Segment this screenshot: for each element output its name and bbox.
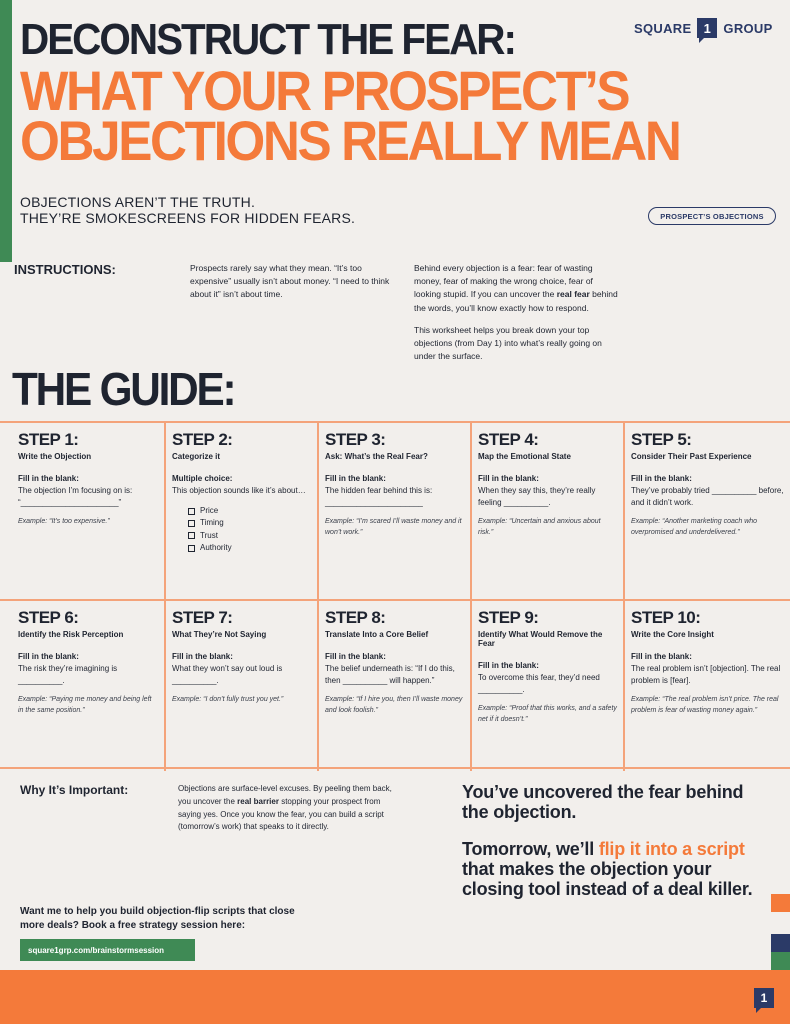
step-prompt-type: Multiple choice: xyxy=(172,473,233,483)
step-card xyxy=(625,601,790,771)
step-subtitle: Consider Their Past Experience xyxy=(631,451,752,461)
brand-logo xyxy=(634,18,773,38)
step-number: STEP 7: xyxy=(172,608,233,627)
step-example: Example: “Paying me money and being left in the same position.” xyxy=(18,695,152,714)
step-example: Example: “The real problem isn’t price. The real problem is fear of wasting money again.” xyxy=(631,695,779,714)
step-prompt: This objection sounds like it’s about… xyxy=(172,485,306,495)
step-number: STEP 8: xyxy=(325,608,386,627)
step-prompt-type: Fill in the blank: xyxy=(478,473,539,483)
step-number: STEP 5: xyxy=(631,430,692,449)
step-prompt-type: Fill in the blank: xyxy=(325,651,386,661)
step-subtitle: Identify the Risk Perception xyxy=(18,629,124,639)
brand-square-icon: 1 xyxy=(697,18,717,38)
step-card xyxy=(319,423,472,601)
step-subtitle: What They’re Not Saying xyxy=(172,629,267,639)
option-timing[interactable]: Timing xyxy=(188,517,311,529)
step-example: Example: “It’s too expensive.” xyxy=(18,517,110,525)
step-card xyxy=(472,601,625,771)
orange-swatch xyxy=(771,894,790,912)
brand-right: GROUP xyxy=(723,20,773,36)
step-example: Example: “Uncertain and anxious about risk.” xyxy=(478,517,601,536)
option-authority[interactable]: Authority xyxy=(188,542,311,554)
checkbox-icon[interactable] xyxy=(188,508,195,515)
step-card xyxy=(319,601,472,771)
step-subtitle: Ask: What’s the Real Fear? xyxy=(325,451,428,461)
why-important-text: Objections are surface-level excuses. By peeling them back, you uncover the real barrier stopping your prospect from saying yes. Once you know the fear, you can build a script (tomorrow’s work) that speaks to it directly. xyxy=(178,784,392,832)
step-prompt-type: Fill in the blank: xyxy=(18,473,79,483)
real-barrier-highlight: real barrier xyxy=(237,796,279,806)
step-number: STEP 3: xyxy=(325,430,386,449)
step-subtitle: Write the Objection xyxy=(18,451,92,461)
step-example: Example: “I’m scared I’ll waste money and it won’t work.” xyxy=(325,517,462,536)
step-prompt: The real problem isn’t [objection]. The real problem is [fear]. xyxy=(631,663,781,685)
instructions-paragraph-1: Behind every objection is a fear: fear of wasting money, fear of making the wrong choice, fear of looking stupid. If you can uncover the real fear behind the words, you’ll know exactly how to respond. xyxy=(414,263,618,313)
step-prompt: When they say this, they’re really feeling __________. xyxy=(478,485,596,507)
tomorrow-teaser: Tomorrow, we’ll flip it into a script that makes the objection your closing tool instead of a deal killer. xyxy=(462,839,753,899)
cta-text: Want me to help you build objection-flip scripts that close more deals? Book a free strategy session here: xyxy=(20,906,295,931)
subtitle-line-2: THEY’RE SMOKESCREENS FOR HIDDEN FEARS. xyxy=(20,210,356,227)
step-prompt-type: Fill in the blank: xyxy=(172,651,233,661)
page-title: DECONSTRUCT THE FEAR: xyxy=(20,15,515,64)
step-example: Example: “I don’t fully trust you yet.” xyxy=(172,695,284,703)
checkbox-icon[interactable] xyxy=(188,532,195,539)
category-options xyxy=(188,505,311,555)
step-subtitle: Identify What Would Remove the Fear xyxy=(478,629,603,648)
guide-title: THE GUIDE: xyxy=(12,363,235,415)
page-subtitle xyxy=(20,194,355,226)
step-number: STEP 4: xyxy=(478,430,539,449)
step-prompt: The hidden fear behind this is: ______________________ xyxy=(325,485,433,507)
booking-link-button[interactable]: square1grp.com/brainstormsession xyxy=(20,939,195,961)
step-number: STEP 6: xyxy=(18,608,79,627)
step-prompt: The objection I’m focusing on is: “______________________” xyxy=(18,485,133,507)
closing-statement: You’ve uncovered the fear behind the objection. xyxy=(462,782,744,822)
step-subtitle: Categorize it xyxy=(172,451,221,461)
checkbox-icon[interactable] xyxy=(188,520,195,527)
flip-script-highlight: flip it into a script xyxy=(598,839,745,859)
section-tag: PROSPECT’S OBJECTIONS xyxy=(648,207,776,225)
step-example: Example: “Proof that this works, and a safety net if it doesn’t.” xyxy=(478,705,617,723)
subtitle-line-1: OBJECTIONS AREN’T THE TRUTH. xyxy=(20,194,256,210)
step-card xyxy=(472,423,625,601)
step-prompt: They’ve probably tried __________ before, and it didn’t work. xyxy=(631,485,784,507)
step-subtitle: Write the Core Insight xyxy=(631,629,714,639)
step-card xyxy=(166,423,319,601)
step-card xyxy=(0,601,166,771)
step-prompt-type: Fill in the blank: xyxy=(631,651,692,661)
steps-grid xyxy=(0,421,790,769)
step-prompt-type: Fill in the blank: xyxy=(325,473,386,483)
step-prompt-type: Fill in the blank: xyxy=(18,651,79,661)
green-swatch xyxy=(771,952,790,970)
checkbox-icon[interactable] xyxy=(188,545,195,552)
instructions-label: INSTRUCTIONS: xyxy=(14,262,116,277)
step-number: STEP 1: xyxy=(18,430,79,449)
step-number: STEP 9: xyxy=(478,608,539,627)
real-fear-highlight: real fear xyxy=(556,289,590,300)
page-headline: WHAT YOUR PROSPECT’S OBJECTIONS REALLY MEAN xyxy=(20,59,680,173)
step-example: Example: “If I hire you, then I’ll waste money and look foolish.” xyxy=(325,695,463,714)
step-card xyxy=(0,423,166,601)
step-prompt-type: Fill in the blank: xyxy=(478,661,539,671)
instructions-column-2 xyxy=(414,262,619,363)
step-prompt: What they won’t say out loud is __________. xyxy=(172,663,283,685)
step-card xyxy=(625,423,790,601)
step-prompt-type: Fill in the blank: xyxy=(631,473,692,483)
footer-band xyxy=(0,970,790,1024)
step-number: STEP 2: xyxy=(172,430,233,449)
step-prompt: To overcome this fear, they’d need __________. xyxy=(478,673,600,695)
step-subtitle: Map the Emotional State xyxy=(478,451,571,461)
option-price[interactable]: Price xyxy=(188,505,311,517)
option-trust[interactable]: Trust xyxy=(188,530,311,542)
green-accent-bar xyxy=(0,0,12,262)
footer-logo-icon: 1 xyxy=(754,988,774,1008)
navy-swatch xyxy=(771,934,790,952)
step-card xyxy=(166,601,319,771)
step-example: Example: “Another marketing coach who overpromised and underdelivered.” xyxy=(631,517,758,536)
brand-left: SQUARE xyxy=(634,20,692,36)
instructions-paragraph-2: This worksheet helps you break down your top objections (from Day 1) into what’s really going on under the surface. xyxy=(414,324,602,362)
step-prompt: The risk they’re imagining is __________. xyxy=(18,663,118,685)
step-prompt: The belief underneath is: “If I do this, then __________ will happen.” xyxy=(325,663,455,685)
step-subtitle: Translate Into a Core Belief xyxy=(325,629,429,639)
step-number: STEP 10: xyxy=(631,608,701,627)
instructions-column-1: Prospects rarely say what they mean. “It’s too expensive” usually isn’t about money. “I need to think about it” isn’t about time. xyxy=(190,263,390,300)
why-important-label: Why It’s Important: xyxy=(20,783,129,797)
